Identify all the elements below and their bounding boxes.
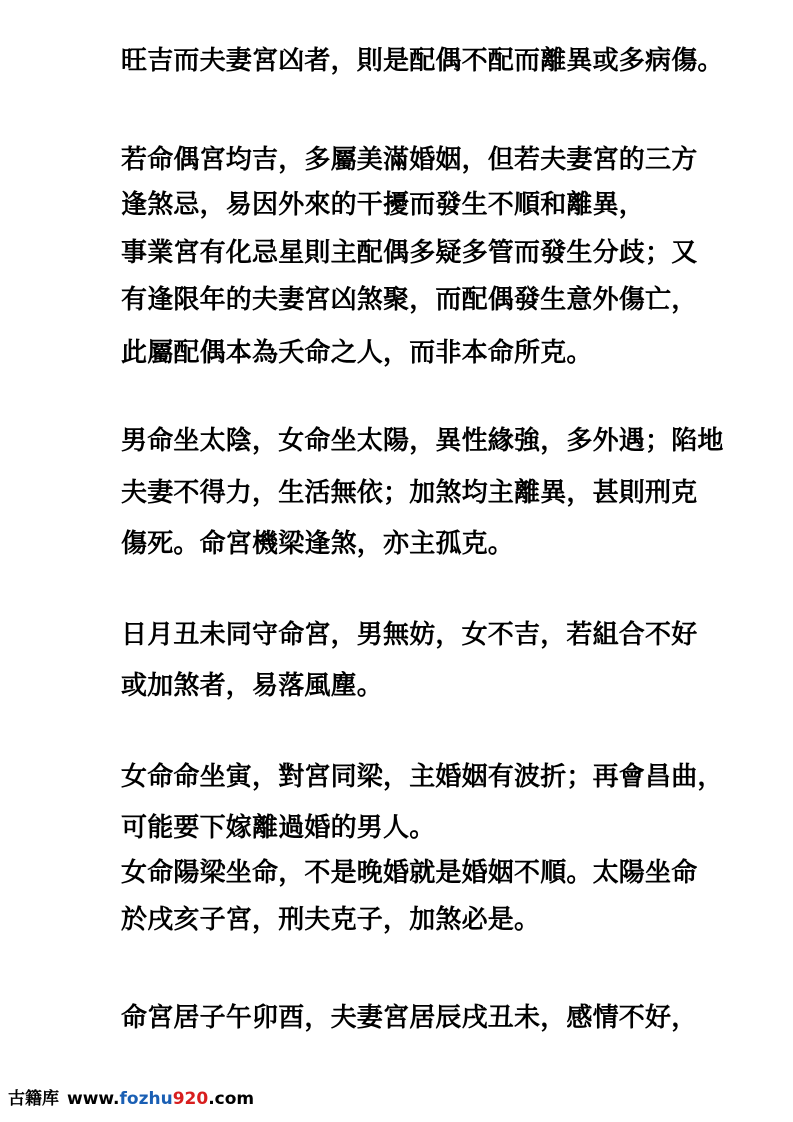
text-line: 男命坐太陰，女命坐太陽，異性緣強，多外遇；陷地: [121, 426, 724, 456]
text-line: 旺吉而夫妻宮凶者，則是配偶不配而離異或多病傷。: [121, 46, 724, 76]
text-line: 命宮居子午卯酉，夫妻宮居辰戌丑未，感情不好，: [121, 1003, 698, 1033]
text-line: 或加煞者，易落風塵。: [121, 671, 384, 701]
footer-number: 920: [172, 1089, 209, 1109]
text-line: 女命陽梁坐命，不是晚婚就是婚姻不順。太陽坐命: [121, 858, 698, 888]
text-line: 女命命坐寅，對宮同梁，主婚姻有波折；再會昌曲，: [121, 762, 724, 792]
text-line: 日月丑未同守命宮，男無妨，女不吉，若組合不好: [121, 620, 698, 650]
footer-com: .com: [208, 1089, 255, 1109]
text-line: 事業宮有化忌星則主配偶多疑多管而發生分歧；又: [121, 238, 698, 268]
text-line: 有逢限年的夫妻宮凶煞聚，而配偶發生意外傷亡，: [121, 285, 698, 315]
footer-watermark: [8, 1088, 254, 1110]
footer-www: www.: [67, 1089, 120, 1109]
footer-fozhu: fozhu: [119, 1089, 173, 1109]
text-line: 逢煞忌，易因外來的干擾而發生不順和離異，: [121, 190, 646, 220]
text-line: 傷死。命宮機梁逢煞，亦主孤克。: [121, 529, 515, 559]
footer-brand: 古籍库: [8, 1089, 59, 1109]
text-line: 夫妻不得力，生活無依；加煞均主離異，甚則刑克: [121, 478, 698, 508]
text-line: 若命偶宮均吉，多屬美滿婚姻，但若夫妻宮的三方: [121, 145, 698, 175]
text-line: 於戌亥子宮，刑夫克子，加煞必是。: [121, 905, 541, 935]
text-line: 此屬配偶本為夭命之人，而非本命所克。: [121, 338, 593, 368]
text-line: 可能要下嫁離過婚的男人。: [121, 813, 436, 843]
